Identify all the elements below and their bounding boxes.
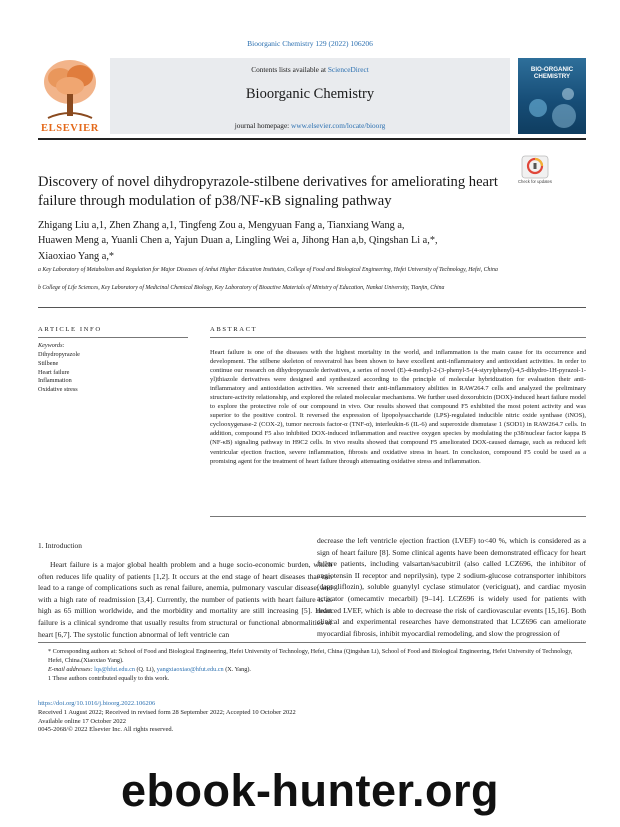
- abstract-text: Heart failure is one of the diseases with the highest mortality in the world, and inflammation is the main cause for its occurrence and development. The stilbene skeleton of resveratrol has been shown to have excellent anti-inflammatory and antioxidant activities. In order to continue our research on dihydropyrazole derivatives, a series of novel (E)-4-methyl-2-(3-phenyl-5-(4-styrylphenyl)-4,5-dihydro-1H-pyrazol-1-yl)thiazole derivatives were designed and synthesized according to the principle of molecular hybridization for evaluation their anti-inflammatory and antioxidation activities. We screened their anti-inflammatory abilities in RAW264.7 cells and analyzed the preliminary structure-activity relationship, and explored the related molecular mechanisms. We further used doxorubicin (DOX)-induced heart failure model to explore the protective role of our compound in vivo. Our results showed that compound F5 exhibited the most potent activity and was superior to the positive control. It reversed the expression of lipopolysaccharide (LPS)-regulated inducible nitric oxide synthase (iNOS), cyclooxygenase-2 (COX-2), tumor necrosis factor-α (TNF-α), interleukin-6 (IL-6) and superoxide dismutase 1 (SOD1) in RAW264.7 cells. In addition, compound F5 also inhibited DOX-induced inflammation and reactive oxygen species by modulating the p38/nuclear factor kappa B (NF-κB) signaling pathway in H9C2 cells. In vivo results showed that compound F5 ameliorated DOX-caused damage, such as reduced left ventricular ejection fraction, severe inflammation, fibrosis and oxidative stress in heart. In conclusion, compound F5 could be used as a promising agent for the treatment of heart failure through attenuating oxidative stress and inflammation.: [210, 349, 586, 465]
- author-line-3: Xiaoxiao Yang a,*: [38, 250, 115, 262]
- author-line-1: Zhigang Liu a,1, Zhen Zhang a,1, Tingfeng Zou a, Mengyuan Fang a, Tianxiang Wang a,: [38, 220, 405, 231]
- email-link-yang[interactable]: yangxiaoxiao@hfut.edu.cn: [156, 665, 224, 673]
- email-line: [38, 666, 586, 675]
- email-name-li: (Q. Li),: [134, 665, 157, 673]
- article-info-rule: [38, 337, 188, 338]
- introduction-column-2: decrease the left ventricle ejection fraction (LVEF) to<40 %, which is considered as a sign of heart failure [8]. Some clinical agents have been demonstrated efficacy for heart failure patients, including valsartan/sacubitril (also called LCZ696, the inhibitor of angiotensin II receptor and neprilysin), type 2 sodium-glucose cotransporter inhibitors (dapagliflozin), soluble guanylyl cyclase stimulator (vericiguat), and cardiac myosin activator (omecamtiv mecarbil) [9–14]. LCZ696 is widely used for patients with reduced LVEF, which is able to decrease the risk of cardiovascular events [15,16]. Both clinical and experimental researches have demonstrated that LCZ696 can ameliorate myocardial fibrosis, inhibit myocardial remodeling, and slow the progression of: [317, 536, 586, 638]
- keyword-item: Dihydropyrazole: [38, 351, 80, 358]
- equal-contribution-note: 1 These authors contributed equally to this work.: [48, 674, 170, 682]
- received-dates: Received 1 August 2022; Received in revised form 28 September 2022; Accepted 10 October 2022: [38, 709, 296, 716]
- check-for-updates-label: Check for updates: [518, 179, 552, 184]
- footnote-rule: [38, 642, 586, 643]
- keyword-item: Stilbene: [38, 359, 59, 367]
- article-title: Discovery of novel dihydropyrazole-stilbene derivatives for ameliorating heart failure through modulation of p38/NF-κB signaling pathway: [38, 174, 498, 209]
- abstract-bottom-rule: [210, 516, 586, 517]
- homepage-prefix: journal homepage:: [234, 121, 292, 130]
- author-line-2: Huawen Meng a, Yuanli Chen a, Yajun Duan a, Lingling Wei a, Jihong Han a,b, Qingshan Li a,*,: [38, 235, 438, 247]
- publisher-logo-text: ELSEVIER: [41, 123, 99, 134]
- journal-title: Bioorganic Chemistry: [245, 86, 375, 102]
- contents-prefix: Contents lists available at: [251, 65, 328, 74]
- keyword-item: Inflammation: [38, 377, 72, 385]
- contents-line: [110, 65, 510, 74]
- author-list: [38, 218, 538, 264]
- watermark-text: ebook-hunter.org: [121, 765, 499, 816]
- copyright-line: 0045-2068/© 2022 Elsevier Inc. All rights reserved.: [38, 726, 174, 734]
- sciencedirect-link[interactable]: ScienceDirect: [327, 65, 369, 74]
- email-link-li[interactable]: lqs@hfut.edu.cn: [94, 665, 135, 673]
- affiliation-a: a Key Laboratory of Metabolism and Regulation for Major Diseases of Anhui Higher Education Institutes, College of Food and Biological Engineering, Hefei University of Technology, Hefei, China: [38, 267, 498, 273]
- abstract-rule: [210, 337, 586, 338]
- keyword-item: Oxidative stress: [38, 386, 78, 394]
- online-date: Available online 17 October 2022: [38, 717, 126, 725]
- header-rule: [38, 138, 586, 140]
- introduction-column-1: Heart failure is a major global health problem and a huge socio-economic burden, which often reduces life quality of patients [1,2]. It occurs at the end stage of heart diseases that can lead to a range of complications such as renal failure, anemia, pulmonary vascular disease, and with a high rate of readmission [3,4]. Currently, the number of patients with heart failure is as high as 65 million worldwide, and the morbidity and mortality are still increasing [5]. Heart failure is a clinical syndrome that usually results from structural or functional abnormalities of heart [6,7]. The systolic function abnormal of left ventricle can: [38, 560, 332, 639]
- cover-label: BIO-ORGANIC CHEMISTRY: [530, 66, 574, 80]
- footnotes: [38, 648, 586, 684]
- keywords-title: Keywords:: [38, 342, 65, 349]
- doi-link[interactable]: https://doi.org/10.1016/j.bioorg.2022.106206: [38, 700, 156, 707]
- email-prefix: E-mail addresses:: [48, 665, 95, 673]
- journal-reference[interactable]: Bioorganic Chemistry 129 (2022) 106206: [247, 39, 373, 48]
- affiliation-rule: [38, 307, 586, 308]
- affiliation-b: b College of Life Sciences, Key Laboratory of Medicinal Chemical Biology, Key Laboratory of Bioactive Materials of Ministry of Education, Nankai University, Tianjin, China: [38, 285, 445, 291]
- introduction-heading: 1. Introduction: [38, 541, 82, 550]
- email-name-yang: (X. Yang).: [223, 665, 251, 673]
- abstract-heading: ABSTRACT: [210, 326, 258, 333]
- article-info-heading: ARTICLE INFO: [38, 326, 102, 333]
- keyword-item: Heart failure: [38, 368, 70, 376]
- corresponding-author-note: * Corresponding authors at: School of Food and Biological Engineering, Hefei University of Technology, Hefei, China (Qingshan Li), School of Food and Biological Engineering, Hefei University of Technology, Hefei, China.(Xiaoxiao Yang).: [48, 648, 573, 664]
- keyword-list: [38, 351, 80, 395]
- homepage-line: [110, 121, 510, 130]
- article-dates: [38, 709, 296, 735]
- homepage-link[interactable]: www.elsevier.com/locate/bioorg: [291, 121, 386, 130]
